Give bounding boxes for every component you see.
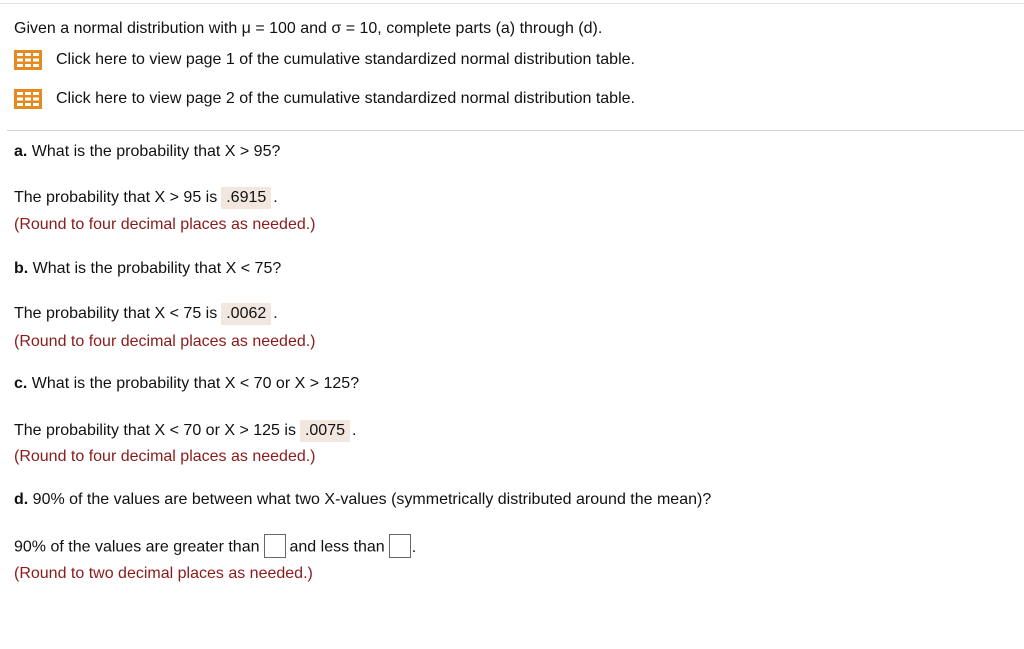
part-c-letter: c.: [14, 375, 28, 392]
table-link-page-1[interactable]: [14, 48, 635, 72]
part-a-answer-suffix: .: [273, 189, 278, 206]
part-b-answer: [14, 303, 278, 323]
part-a-answer: [14, 187, 278, 207]
table-link-page-1-label[interactable]: Click here to view page 1 of the cumulative standardized normal distribution table.: [56, 51, 635, 68]
intro-text: Given a normal distribution with μ = 100 and σ = 10, complete parts (a) through (d).: [14, 20, 603, 37]
part-d-answer-suffix: .: [411, 538, 417, 556]
part-a-answer-value[interactable]: .6915: [221, 187, 271, 209]
table-icon: [14, 89, 42, 109]
part-d-question-text: 90% of the values are between what two X-values (symmetrically distributed around the mean)?: [28, 491, 712, 508]
part-a-hint: (Round to four decimal places as needed.): [14, 216, 316, 233]
part-b-hint: (Round to four decimal places as needed.): [14, 333, 316, 350]
part-a-question: [14, 142, 280, 162]
part-c-answer: [14, 420, 356, 440]
part-a-question-text: What is the probability that X > 95?: [27, 143, 281, 160]
table-link-page-2[interactable]: [14, 87, 635, 111]
part-a-answer-prefix: The probability that X > 95 is: [14, 189, 218, 206]
part-c-question-text: What is the probability that X < 70 or X > 125?: [27, 375, 360, 392]
part-d-letter: d.: [14, 491, 29, 508]
part-d-lower-input[interactable]: [264, 534, 286, 558]
part-b-question: [14, 259, 281, 279]
table-link-page-2-label[interactable]: Click here to view page 2 of the cumulative standardized normal distribution table.: [56, 90, 635, 107]
table-icon: [14, 50, 42, 70]
part-c-answer-suffix: .: [352, 422, 357, 439]
part-d-answer-middle: and less than: [289, 538, 385, 556]
part-b-letter: b.: [14, 260, 29, 277]
part-c-hint: (Round to four decimal places as needed.): [14, 448, 316, 465]
part-d-upper-input[interactable]: [389, 534, 411, 558]
part-d-answer-prefix: 90% of the values are greater than: [14, 538, 260, 556]
part-c-answer-value[interactable]: .0075: [300, 420, 350, 442]
part-d-answer: [14, 537, 416, 557]
part-d-hint: (Round to two decimal places as needed.): [14, 565, 313, 582]
part-b-answer-suffix: .: [273, 305, 278, 322]
part-b-answer-prefix: The probability that X < 75 is: [14, 305, 218, 322]
part-c-question: [14, 374, 359, 394]
part-b-answer-value[interactable]: .0062: [221, 303, 271, 325]
part-a-letter: a.: [14, 143, 28, 160]
part-b-question-text: What is the probability that X < 75?: [28, 260, 282, 277]
section-divider: [7, 130, 1024, 131]
top-divider: [0, 3, 1024, 4]
part-c-answer-prefix: The probability that X < 70 or X > 125 is: [14, 422, 296, 439]
part-d-question: [14, 490, 711, 510]
